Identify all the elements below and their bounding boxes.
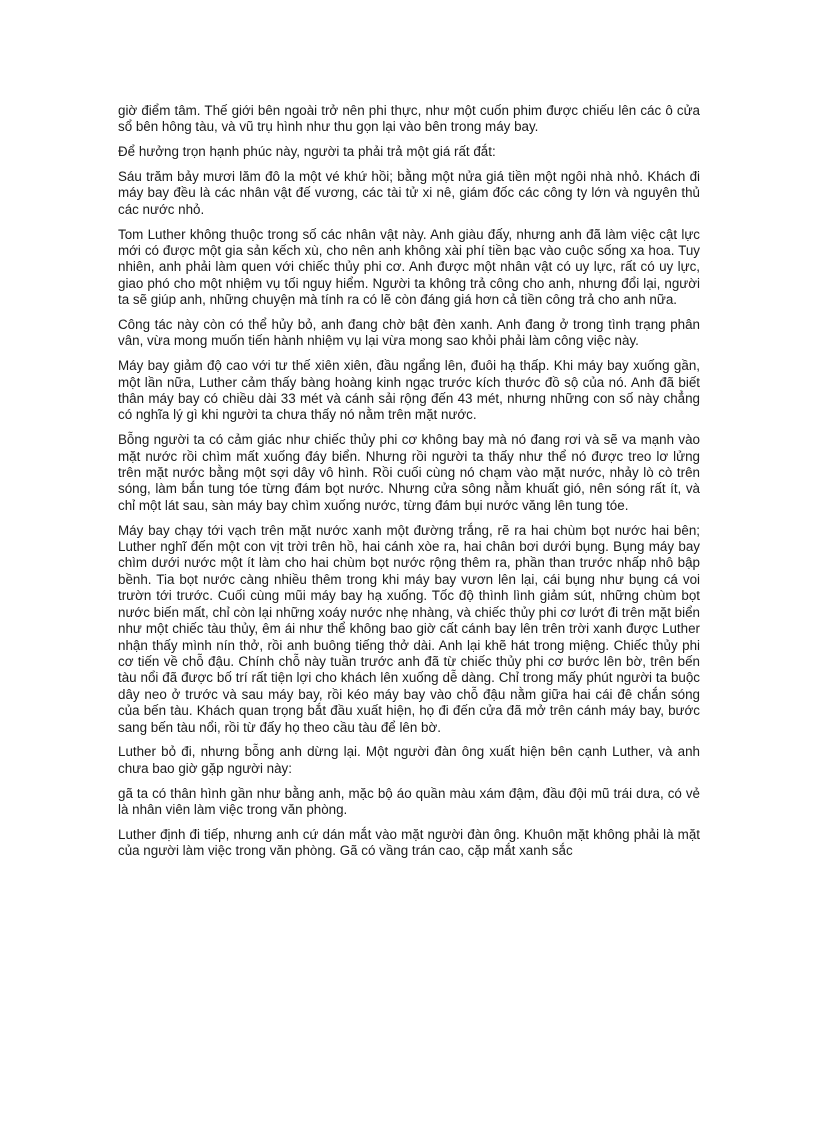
paragraph: Luther bỏ đi, nhưng bỗng anh dừng lại. Một người đàn ông xuất hiện bên cạnh Luther, và anh chưa bao giờ gặp người này: bbox=[118, 744, 700, 776]
paragraph: Sáu trăm bảy mươi lăm đô la một vé khứ hồi; bằng một nửa giá tiền một ngôi nhà nhỏ. Khách đi máy bay đều là các nhân vật đế vương, các tài tử xi nê, giám đốc các công ty lớn và nguyên thủ các nước nhỏ. bbox=[118, 169, 700, 217]
paragraph: Máy bay chạy tới vạch trên mặt nước xanh một đường trắng, rẽ ra hai chùm bọt nước hai bên; Luther nghĩ đến một con vịt trời trên hồ, hai cánh xòe ra, hai chân bơi dưới bụng. Bụng máy bay chìm dưới nước một ít làm cho hai chùm bọt nước rộng thêm ra, phần than trước nhấp nhô bập bềnh. Tia bọt nước càng nhiều thêm trong khi máy bay vươn lên lại, cái bụng như bụng cá voi trườn tới trước. Cuối cùng mũi máy bay hạ xuống. Tốc độ thình lình giảm sút, những chùm bọt nước biến mất, chỉ còn lại những xoáy nước nhẹ nhàng, và chiếc thủy phi cơ lướt đi trên mặt biển như một chiếc tàu thủy, êm ái như thể không bao giờ cất cánh bay lên trên trời xanh được Luther nhận thấy mình nín thở, rồi anh buông tiếng thở dài. Anh lại khẽ hát trong miệng. Chiếc thủy phi cơ tiến về chỗ đậu. Chính chỗ này tuần trước anh đã từ chiếc thủy phi cơ bước lên bờ, trên bến tàu nổi đã được bố trí rất tiện lợi cho khách lên xuống dễ dàng. Chỉ trong mấy phút người ta buộc dây neo ở trước và sau máy bay, rồi kéo máy bay vào chỗ đậu nằm giữa hai cái đê chắn sóng của bến tàu. Khách quan trọng bắt đầu xuất hiện, họ đi đến cửa đã mở trên cánh máy bay, bước sang bến tàu nổi, rồi từ đấy họ theo cầu tàu để lên bờ. bbox=[118, 522, 700, 735]
paragraph: giờ điểm tâm. Thế giới bên ngoài trở nên phi thực, như một cuốn phim được chiếu lên các ô cửa sổ bên hông tàu, và vũ trụ hình như thu gọn lại vào bên trong máy bay. bbox=[118, 103, 700, 135]
paragraph: Tom Luther không thuộc trong số các nhân vật này. Anh giàu đấy, nhưng anh đã làm việc cật lực mới có được một gia sản kếch xù, cho nên anh không xài phí tiền bạc vào cuộc sống xa hoa. Tuy nhiên, anh phải làm quen với chiếc thủy phi cơ. Anh được một nhân vật có uy lực, rất có uy lực, giao phó cho một nhiệm vụ tối nguy hiểm. Người ta không trả công cho anh, nhưng đổi lại, người ta sẽ giúp anh, những chuyện mà tính ra có lẽ còn đáng giá hơn cả tiền công trả cho anh nữa. bbox=[118, 226, 700, 308]
document-page bbox=[118, 103, 700, 868]
paragraph: Công tác này còn có thể hủy bỏ, anh đang chờ bật đèn xanh. Anh đang ở trong tình trạng phân vân, vừa mong muốn tiến hành nhiệm vụ lại vừa mong sao khỏi phải làm công việc này. bbox=[118, 317, 700, 349]
paragraph: Luther định đi tiếp, nhưng anh cứ dán mắt vào mặt người đàn ông. Khuôn mặt không phải là mặt của người làm việc trong văn phòng. Gã có vầng trán cao, cặp mắt xanh sắc bbox=[118, 826, 700, 859]
paragraph: Máy bay giảm độ cao với tư thế xiên xiên, đầu ngẩng lên, đuôi hạ thấp. Khi máy bay xuống gần, một lần nữa, Luther cảm thấy bàng hoàng kinh ngạc trước kích thước đồ sộ của nó. Anh đã biết thân máy bay có chiều dài 33 mét và cánh sải rộng đến 43 mét, nhưng những con số này chẳng có nghĩa lý gì khi người ta chưa thấy nó nằm trên mặt nước. bbox=[118, 358, 700, 423]
paragraph: Bỗng người ta có cảm giác như chiếc thủy phi cơ không bay mà nó đang rơi và sẽ va mạnh vào mặt nước rồi chìm mất xuống đáy biển. Nhưng rồi người ta thấy như thể nó được treo lơ lửng trên mặt nước bằng một sợi dây vô hình. Rồi cuối cùng nó chạm vào mặt nước, nhảy lò cò trên sóng, làm bắn tung tóe từng đám bọt nước. Nhưng cửa sông nằm khuất gió, nên sóng rất ít, và chỉ một lát sau, sàn máy bay chìm xuống nước, từng đám bụi nước văng lên tung tóe. bbox=[118, 432, 700, 513]
paragraph: Để hưởng trọn hạnh phúc này, người ta phải trả một giá rất đắt: bbox=[118, 144, 496, 160]
paragraph: gã ta có thân hình gần như bằng anh, mặc bộ áo quần màu xám đậm, đầu đội mũ trái dưa, có vẻ là nhân viên làm việc trong văn phòng. bbox=[118, 785, 700, 817]
